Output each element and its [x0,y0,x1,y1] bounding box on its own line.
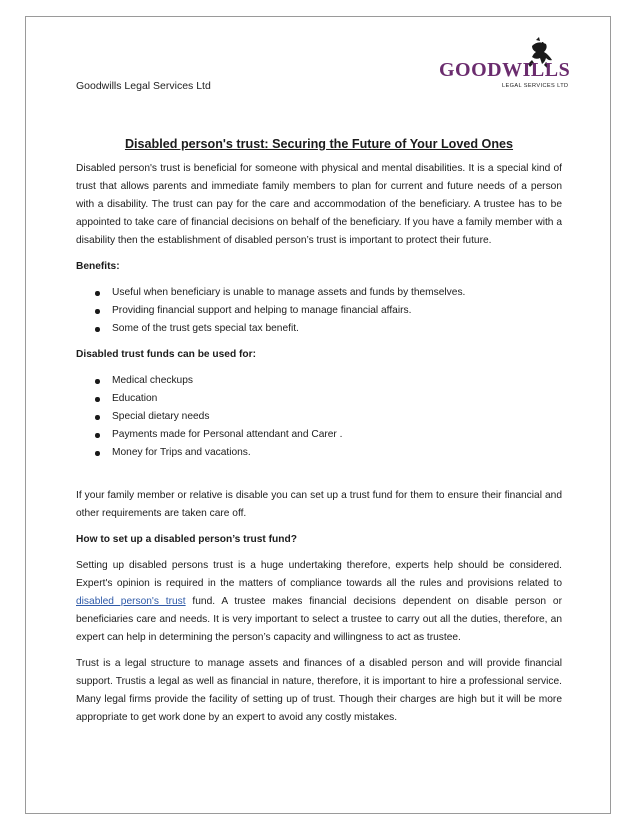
list-item: Medical checkups [76,372,562,390]
svg-text:LEGAL SERVICES LTD: LEGAL SERVICES LTD [502,83,569,89]
intro-paragraph: Disabled person's trust is beneficial for someone with physical and mental disabilities. It is a special kind of trust that allows parents and immediate family members to plan for current and future needs of a person with a disability. The trust can pay for the care and accommodation of the beneficiary. A trustee has to be appointed to take care of financial decisions on behalf of the beneficiary. If you have a family member with a disability then the establishment of disabled person’s trust is important to protect their future. [76,163,562,246]
document-title: Disabled person's trust: Securing the Future of Your Loved Ones [124,137,514,151]
list-item: Providing financial support and helping to manage financial affairs. [76,302,562,320]
list-item: Education [76,390,562,408]
goodwills-logo [436,36,596,94]
svg-text:GOODWILLS: GOODWILLS [439,59,571,81]
closing-paragraph: Trust is a legal structure to manage assets and finances of a disabled person and will provide financial support. Trustis a legal as well as financial in nature, therefore, it is important to hire a professional service. Many legal firms provide the facility of setting up of trust. Though their charges are high but it will be more appropriate to get work done by an expert to avoid any costly mistakes. [76,658,562,723]
disabled-persons-trust-link[interactable]: disabled person's trust [76,596,186,607]
benefits-heading: Benefits: [76,261,120,272]
header-company-name: Goodwills Legal Services Ltd [76,80,211,92]
document-body [76,136,562,735]
list-item: Payments made for Personal attendant and Carer . [76,426,562,444]
list-item: Special dietary needs [76,408,562,426]
list-item: Useful when beneficiary is unable to manage assets and funds by themselves. [76,284,562,302]
list-item: Money for Trips and vacations. [76,444,562,462]
howto-text-before-link: Setting up disabled persons trust is a huge undertaking therefore, experts help should be considered. Expert's opinion is required in the matters of compliance towards all the rules and provisions related to [76,560,562,589]
uses-list [76,372,562,462]
benefits-list [76,284,562,338]
uses-heading: Disabled trust funds can be used for: [76,349,257,360]
howto-paragraph [76,557,562,647]
howto-text-after-link: fund. A trustee makes financial decisions dependent on disable person or beneficiaries care and needs. It is very important to select a trustee to carry out all the duties, therefore, an expert can help in determining the person’s capacity and willingness to act as trustee. [76,596,562,643]
howto-heading: How to set up a disabled person’s trust fund? [76,534,297,545]
list-item: Some of the trust gets special tax benefit. [76,320,562,338]
family-paragraph: If your family member or relative is disable you can set up a trust fund for them to ensure their financial and other requirements are taken care off. [76,490,562,519]
